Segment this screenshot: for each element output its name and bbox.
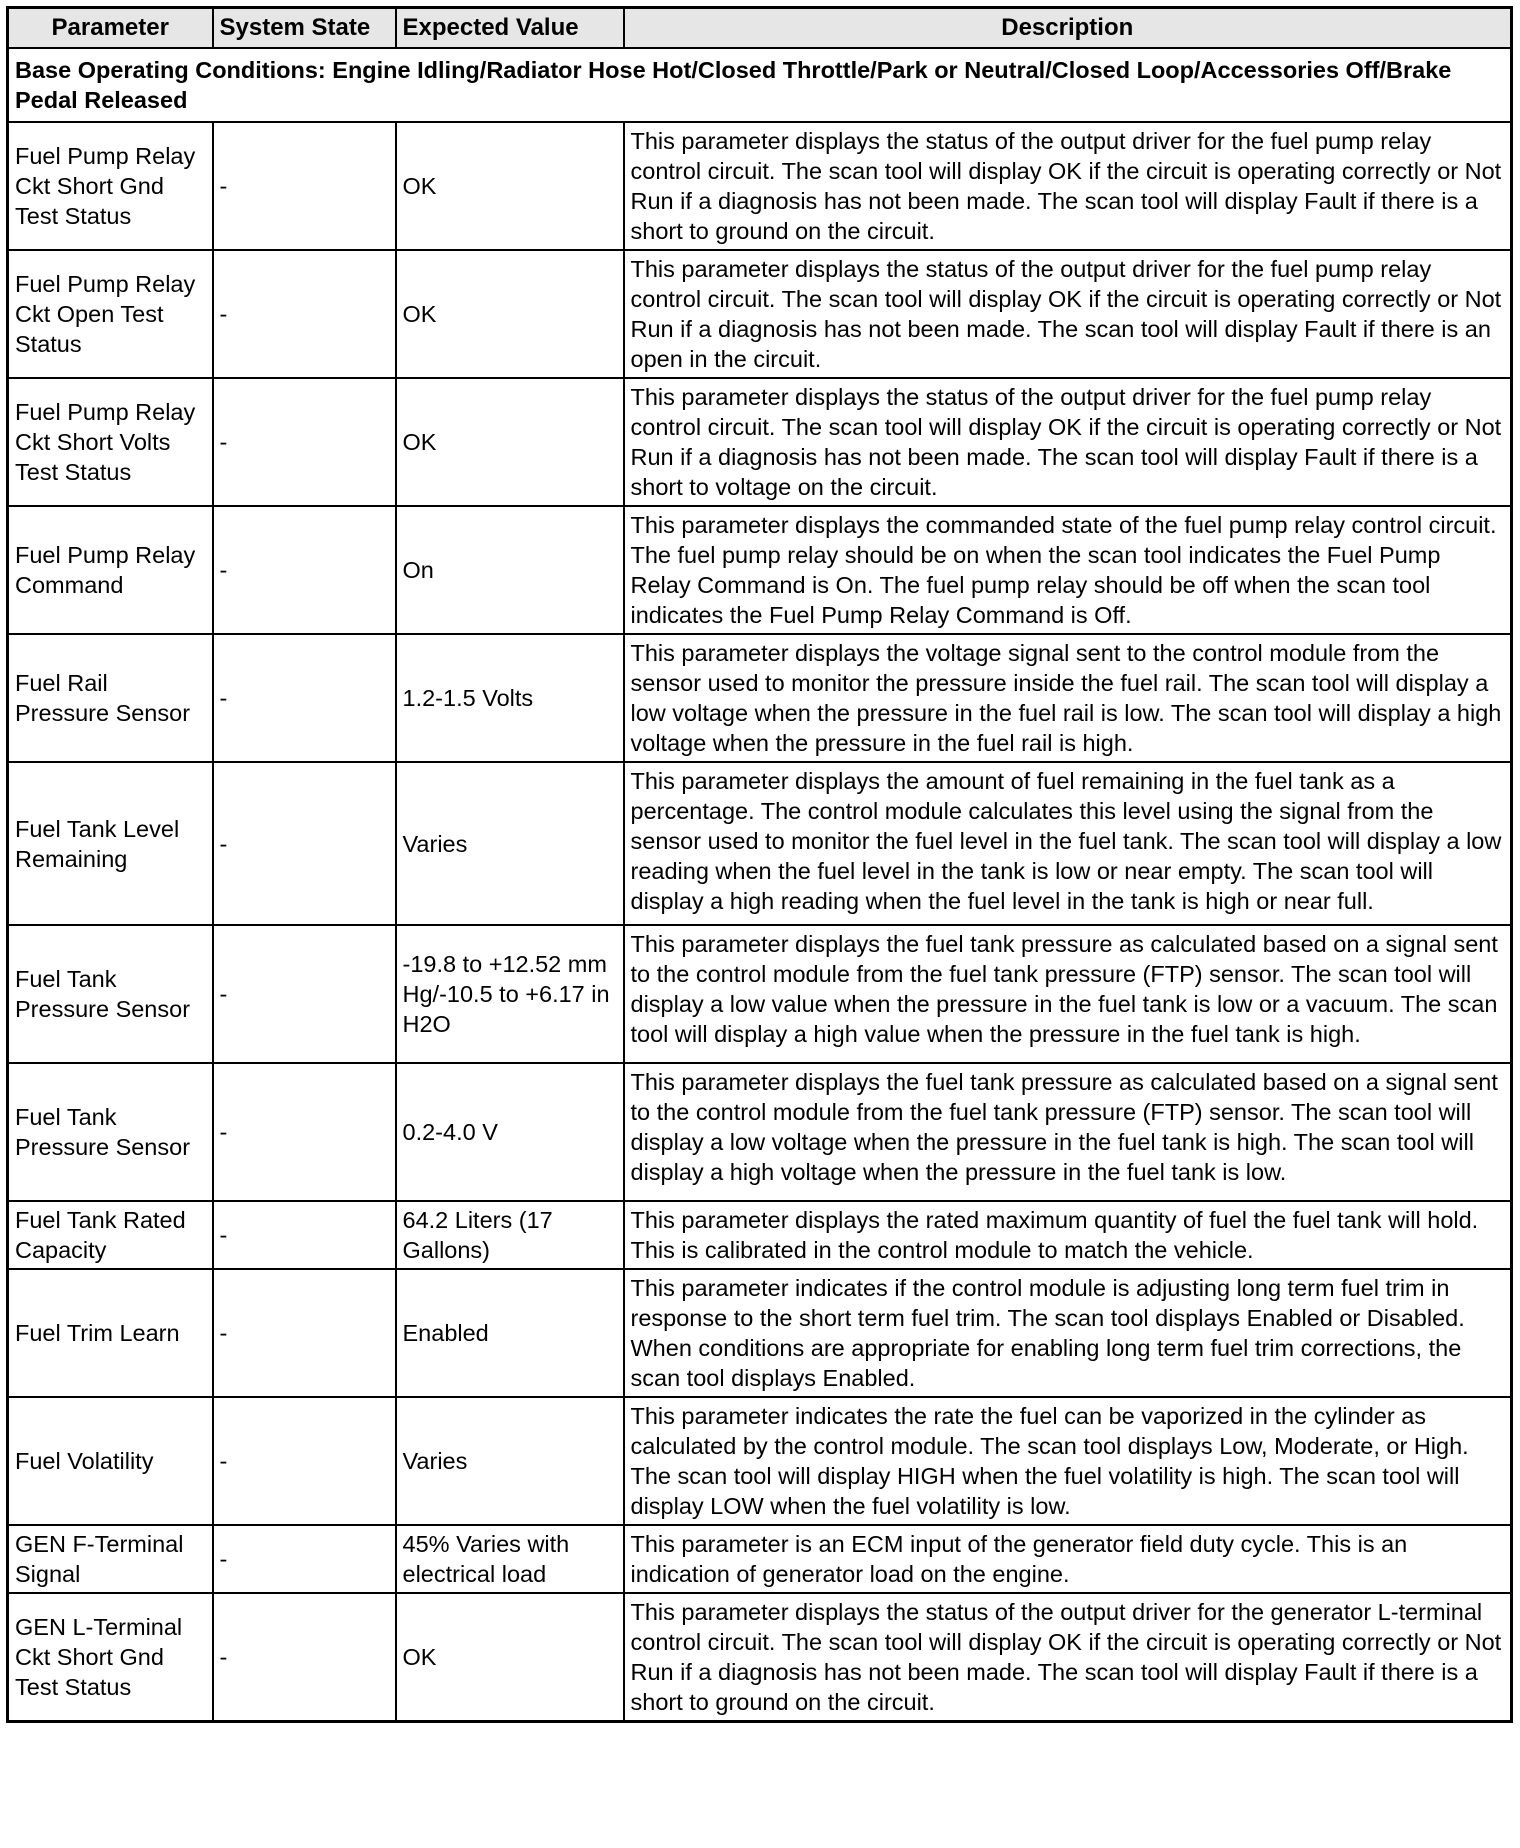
system-state-cell: - [213, 506, 396, 634]
table-row [8, 506, 1512, 634]
table-row [8, 1593, 1512, 1722]
expected-value-cell: 0.2-4.0 V [396, 1063, 624, 1201]
expected-value-cell: Enabled [396, 1269, 624, 1397]
table-header-row [8, 8, 1512, 49]
parameter-cell: Fuel Rail Pressure Sensor [8, 634, 213, 762]
parameter-cell: Fuel Tank Rated Capacity [8, 1201, 213, 1269]
table-row [8, 1201, 1512, 1269]
parameter-cell: GEN F-Terminal Signal [8, 1525, 213, 1593]
description-cell: This parameter displays the fuel tank pressure as calculated based on a signal sent to the control module from the fuel tank pressure (FTP) sensor. The scan tool will display a low value when the pressure in the fuel tank is low or a vacuum. The scan tool will display a high value when the pressure in the fuel tank is high. [624, 925, 1512, 1063]
expected-value-cell: 45% Varies with electrical load [396, 1525, 624, 1593]
conditions-row [8, 48, 1512, 122]
expected-value-cell: OK [396, 378, 624, 506]
table-row [8, 250, 1512, 378]
table-row [8, 378, 1512, 506]
description-cell: This parameter displays the status of the output driver for the fuel pump relay control circuit. The scan tool will display OK if the circuit is operating correctly or Not Run if a diagnosis has not been made. The scan tool will display Fault if there is a short to voltage on the circuit. [624, 378, 1512, 506]
table-row [8, 122, 1512, 250]
system-state-cell: - [213, 1397, 396, 1525]
system-state-cell: - [213, 925, 396, 1063]
description-cell: This parameter displays the rated maximum quantity of fuel the fuel tank will hold. This is calibrated in the control module to match the vehicle. [624, 1201, 1512, 1269]
description-cell: This parameter displays the status of the output driver for the generator L-terminal control circuit. The scan tool will display OK if the circuit is operating correctly or Not Run if a diagnosis has not been made. The scan tool will display Fault if there is a short to ground on the circuit. [624, 1593, 1512, 1722]
base-operating-conditions: Base Operating Conditions: Engine Idling/Radiator Hose Hot/Closed Throttle/Park or Neutral/Closed Loop/Accessories Off/Brake Pedal Released [8, 48, 1512, 122]
header-system-state: System State [213, 8, 396, 49]
parameter-table-container [6, 6, 1510, 1723]
description-cell: This parameter displays the commanded state of the fuel pump relay control circuit. The fuel pump relay should be on when the scan tool indicates the Fuel Pump Relay Command is On. The fuel pump relay should be off when the scan tool indicates the Fuel Pump Relay Command is Off. [624, 506, 1512, 634]
system-state-cell: - [213, 1593, 396, 1722]
expected-value-cell: On [396, 506, 624, 634]
expected-value-cell: 64.2 Liters (17 Gallons) [396, 1201, 624, 1269]
parameter-cell: Fuel Pump Relay Ckt Short Volts Test Status [8, 378, 213, 506]
parameter-cell: Fuel Tank Level Remaining [8, 762, 213, 925]
expected-value-cell: OK [396, 1593, 624, 1722]
system-state-cell: - [213, 378, 396, 506]
description-cell: This parameter displays the fuel tank pressure as calculated based on a signal sent to the control module from the fuel tank pressure (FTP) sensor. The scan tool will display a low voltage when the pressure in the fuel tank is high. The scan tool will display a high voltage when the pressure in the fuel tank is low. [624, 1063, 1512, 1201]
header-expected-value: Expected Value [396, 8, 624, 49]
parameter-cell: Fuel Pump Relay Ckt Open Test Status [8, 250, 213, 378]
parameter-cell: Fuel Pump Relay Command [8, 506, 213, 634]
header-parameter: Parameter [8, 8, 213, 49]
system-state-cell: - [213, 250, 396, 378]
system-state-cell: - [213, 1269, 396, 1397]
table-row [8, 1269, 1512, 1397]
parameter-cell: Fuel Volatility [8, 1397, 213, 1525]
description-cell: This parameter indicates if the control module is adjusting long term fuel trim in response to the short term fuel trim. The scan tool displays Enabled or Disabled. When conditions are appropriate for enabling long term fuel trim corrections, the scan tool displays Enabled. [624, 1269, 1512, 1397]
table-row [8, 762, 1512, 925]
table-row [8, 634, 1512, 762]
parameter-cell: Fuel Tank Pressure Sensor [8, 1063, 213, 1201]
table-row [8, 1397, 1512, 1525]
system-state-cell: - [213, 634, 396, 762]
expected-value-cell: -19.8 to +12.52 mm Hg/-10.5 to +6.17 in H2O [396, 925, 624, 1063]
system-state-cell: - [213, 1201, 396, 1269]
parameter-cell: Fuel Trim Learn [8, 1269, 213, 1397]
system-state-cell: - [213, 1525, 396, 1593]
description-cell: This parameter is an ECM input of the generator field duty cycle. This is an indication of generator load on the engine. [624, 1525, 1512, 1593]
system-state-cell: - [213, 122, 396, 250]
expected-value-cell: OK [396, 250, 624, 378]
parameter-table [6, 6, 1513, 1723]
system-state-cell: - [213, 762, 396, 925]
parameter-cell: Fuel Tank Pressure Sensor [8, 925, 213, 1063]
expected-value-cell: Varies [396, 1397, 624, 1525]
expected-value-cell: 1.2-1.5 Volts [396, 634, 624, 762]
description-cell: This parameter displays the voltage signal sent to the control module from the sensor used to monitor the pressure inside the fuel rail. The scan tool will display a low voltage when the pressure in the fuel rail is low. The scan tool will display a high voltage when the pressure in the fuel rail is high. [624, 634, 1512, 762]
description-cell: This parameter displays the status of the output driver for the fuel pump relay control circuit. The scan tool will display OK if the circuit is operating correctly or Not Run if a diagnosis has not been made. The scan tool will display Fault if there is a short to ground on the circuit. [624, 122, 1512, 250]
table-row [8, 1525, 1512, 1593]
description-cell: This parameter indicates the rate the fuel can be vaporized in the cylinder as calculated by the control module. The scan tool displays Low, Moderate, or High. The scan tool will display HIGH when the fuel volatility is high. The scan tool will display LOW when the fuel volatility is low. [624, 1397, 1512, 1525]
description-cell: This parameter displays the status of the output driver for the fuel pump relay control circuit. The scan tool will display OK if the circuit is operating correctly or Not Run if a diagnosis has not been made. The scan tool will display Fault if there is an open in the circuit. [624, 250, 1512, 378]
table-row [8, 1063, 1512, 1201]
table-row [8, 925, 1512, 1063]
parameter-cell: Fuel Pump Relay Ckt Short Gnd Test Status [8, 122, 213, 250]
expected-value-cell: OK [396, 122, 624, 250]
description-cell: This parameter displays the amount of fuel remaining in the fuel tank as a percentage. The control module calculates this level using the signal from the sensor used to monitor the fuel level in the fuel tank. The scan tool will display a low reading when the fuel level in the tank is low or near empty. The scan tool will display a high reading when the fuel level in the tank is high or near full. [624, 762, 1512, 925]
expected-value-cell: Varies [396, 762, 624, 925]
parameter-cell: GEN L-Terminal Ckt Short Gnd Test Status [8, 1593, 213, 1722]
header-description: Description [624, 8, 1512, 49]
system-state-cell: - [213, 1063, 396, 1201]
